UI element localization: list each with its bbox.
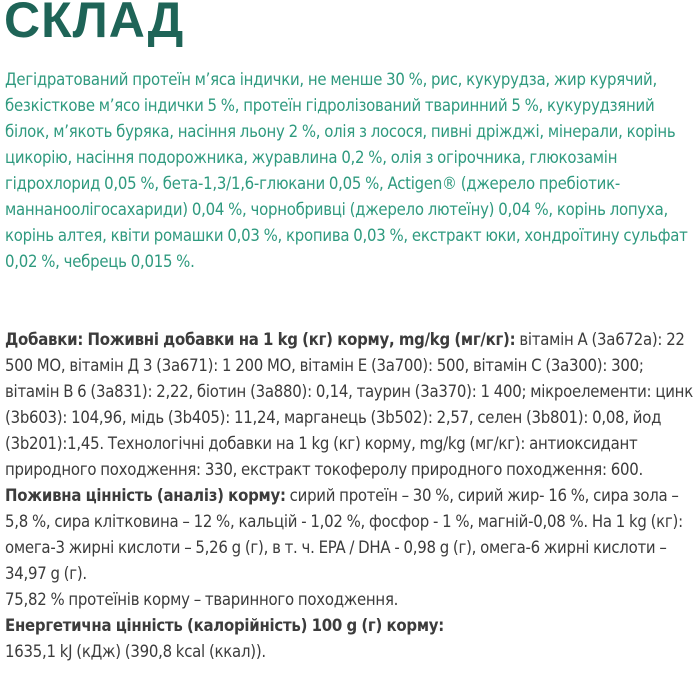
energy-label: Енергетична цінність (калорійність) 100 g (г) корму:: [5, 616, 444, 635]
composition-paragraph: Дегідратований протеїн м’яса індички, не менше 30 %, рис, кукурудза, жир курячий, безкісткове м’ясо індички 5 %, протеїн гідролізований тваринний 5 %, кукурудзяний білок, м’якоть буряка, насіння льону 2 %, олія з лосося, пивні дріжджі, мінерали, корінь цикорію, насіння подорожника, журавлина 0,2 %, олія з огірочника, глюкозамін гідрохлорид 0,05 %, бета-1,3/1,6-глюкани 0,05 %, Actigen® (джерело пребіотик- маннаноолігосахариди) 0,04 %, чорнобривці (джерело лютеїну) 0,04 %, корінь лопуха, корінь алтея, квіти ромашки 0,03 %, кропива 0,03 %, екстракт юки, хондроїтину сульфат 0,02 %, чебрець 0,015 %.: [5, 70, 688, 271]
energy-label-line: [5, 613, 700, 639]
nutrition-label: Поживна цінність (аналіз) корму:: [5, 486, 286, 505]
page-title: СКЛАД: [4, 0, 185, 48]
additives-label: Добавки: Поживні добавки на 1 kg (кг) корму, mg/kg (мг/кг):: [5, 330, 516, 349]
additives-nutrition-section: [5, 327, 700, 665]
animal-origin-line: 75,82 % протеїнів корму – тваринного походження.: [5, 590, 399, 609]
nutrition-text: сирий протеїн – 30 %, сирий жир- 16 %, сира зола – 5,8 %, сира клітковина – 12 %, кальцій - 1,02 %, фосфор - 1 %, магній-0,08 %. На 1 kg (кг): омега-3 жирні кислоти – 5,26 g (г), в т. ч. EPA / DHA - 0,98 g (г), омега-6 жирні кислоти – 34,97 g (г).: [5, 486, 683, 583]
additives-paragraph: [5, 327, 700, 483]
energy-value-line: 1635,1 kJ (кДж) (390,8 kcal (ккал)).: [5, 642, 266, 661]
additives-text: вітамін А (3а672а): 22 500 МО, вітамін Д 3 (3а671): 1 200 МО, вітамін Е (3а700): 500, вітамін С (3а300): 300; вітамін В 6 (3а831): 2,22, біотин (3а880): 0,14, таурин (3а370): 1 400; мікроелементи: цинк (3b603): 104,96, мідь (3b405): 11,24, марганець (3b502): 2,57, селен (3b801): 0,08, йод (3b201):1,45. Технологічні добавки на 1 kg (кг) корму, mg/kg (мг/кг): антиоксидант природного походження: 330, екстракт токоферолу природного походження: 600.: [5, 330, 693, 479]
nutrition-paragraph: [5, 483, 700, 587]
